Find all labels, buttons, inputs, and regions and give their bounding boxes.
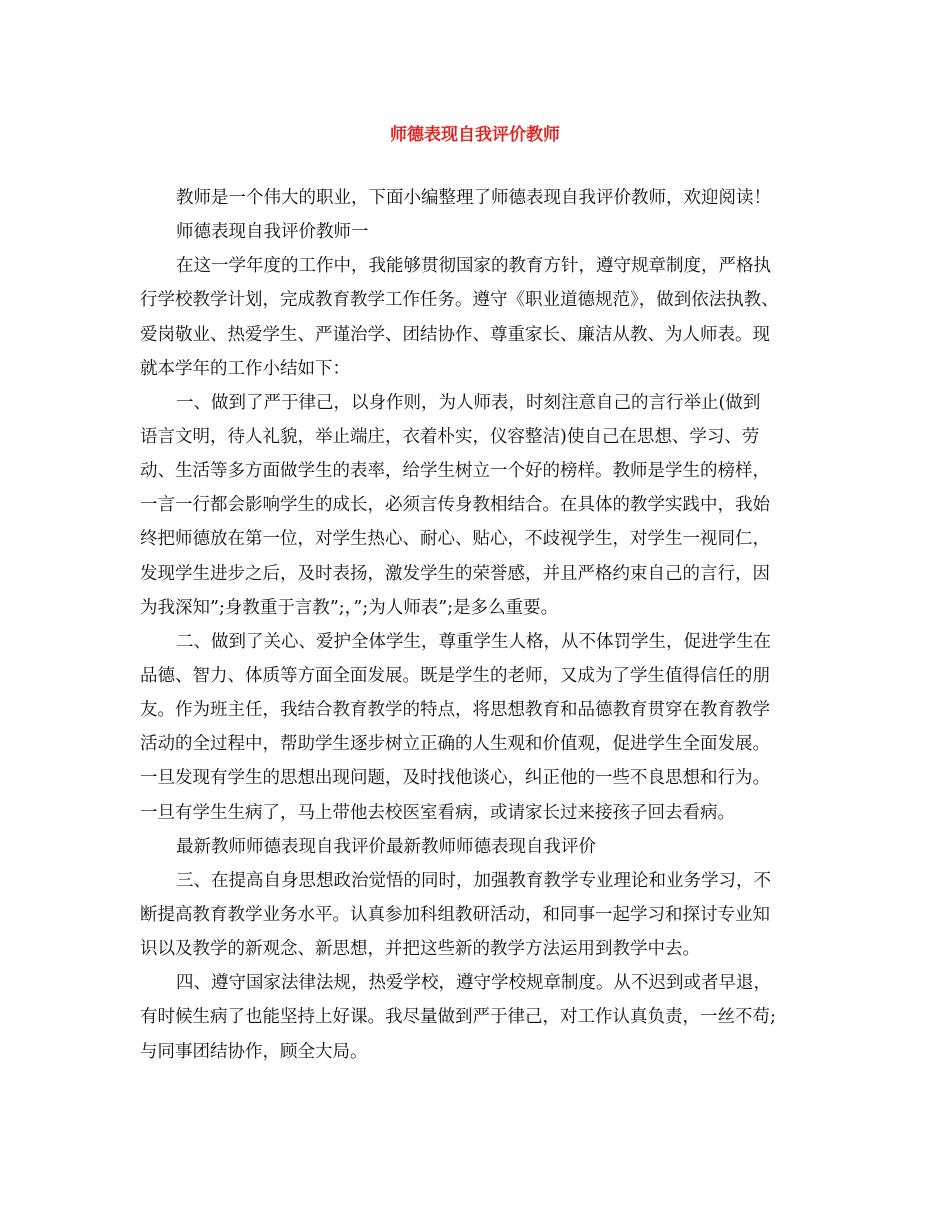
paragraph-line: 行学校教学计划，完成教育教学工作任务。遵守《职业道德规范》，做到依法执教、 xyxy=(140,290,779,311)
paragraph-line: 活动的全过程中，帮助学生逐步树立正确的人生观和价值观，促进学生全面发展。 xyxy=(140,734,770,755)
paragraph-line: 动、生活等多方面做学生的表率，给学生树立一个好的榜样。教师是学生的榜样， xyxy=(140,461,770,482)
paragraph-line: 为我深知”;身教重于言教”;，”;为人师表”;是多么重要。 xyxy=(140,597,559,618)
paragraph-line: 品德、智力、体质等方面全面发展。既是学生的老师，又成为了学生值得信任的朋 xyxy=(140,665,770,686)
paragraph-line: 识以及教学的新观念、新思想，并把这些新的教学方法运用到教学中去。 xyxy=(140,939,700,960)
paragraph-line: 有时候生病了也能坚持上好课。我尽量做到严于律己，对工作认真负责，一丝不苟; xyxy=(140,1007,776,1028)
paragraph-line: 断提高教育教学业务水平。认真参加科组教研活动，和同事一起学习和探讨专业知 xyxy=(140,904,770,925)
paragraph-line: 三、在提高自身思想政治觉悟的同时，加强教育教学专业理论和业务学习，不 xyxy=(176,870,771,891)
paragraph-line: 发现学生进步之后，及时表扬，激发学生的荣誉感，并且严格约束自己的言行，因 xyxy=(140,563,770,584)
section-heading: 最新教师师德表现自我评价最新教师师德表现自我评价 xyxy=(176,836,596,857)
paragraph-line: 在这一学年度的工作中，我能够贯彻国家的教育方针，遵守规章制度，严格执 xyxy=(176,256,771,277)
document-body xyxy=(140,181,812,1069)
intro-paragraph-line: 教师是一个伟大的职业，下面小编整理了师德表现自我评价教师，欢迎阅读！ xyxy=(176,188,771,208)
paragraph-line: 一、做到了严于律己，以身作则，为人师表，时刻注意自己的言行举止(做到 xyxy=(176,392,761,413)
paragraph-line: 终把师德放在第一位，对学生热心、耐心、贴心，不歧视学生，对学生一视同仁， xyxy=(140,529,770,550)
paragraph-line: 一旦有学生生病了，马上带他去校医室看病，或请家长过来接孩子回去看病。 xyxy=(140,802,735,823)
paragraph-line: 四、遵守国家法律法规，热爱学校，遵守学校规章制度。从不迟到或者早退， xyxy=(176,973,771,994)
paragraph-line: 一言一行都会影响学生的成长，必须言传身教相结合。在具体的教学实践中，我始 xyxy=(140,495,770,516)
paragraph-line: 友。作为班主任，我结合教育教学的特点，将思想教育和品德教育贯穿在教育教学 xyxy=(140,700,770,721)
paragraph-line: 二、做到了关心、爱护全体学生，尊重学生人格，从不体罚学生，促进学生在 xyxy=(176,631,771,652)
paragraph-line: 语言文明，待人礼貌，举止端庄，衣着朴实，仪容整洁)使自己在思想、学习、劳 xyxy=(140,426,760,447)
paragraph-line: 与同事团结协作，顾全大局。 xyxy=(140,1041,368,1062)
document-title: 师德表现自我评价教师 xyxy=(390,125,560,145)
paragraph-line: 爱岗敬业、热爱学生、严谨治学、团结协作、尊重家长、廉洁从教、为人师表。现 xyxy=(140,324,770,345)
section-heading: 师德表现自我评价教师一 xyxy=(176,222,369,243)
paragraph-line: 就本学年的工作小结如下： xyxy=(140,358,350,379)
paragraph-line: 一旦发现有学生的思想出现问题，及时找他谈心，纠正他的一些不良思想和行为。 xyxy=(140,768,770,789)
